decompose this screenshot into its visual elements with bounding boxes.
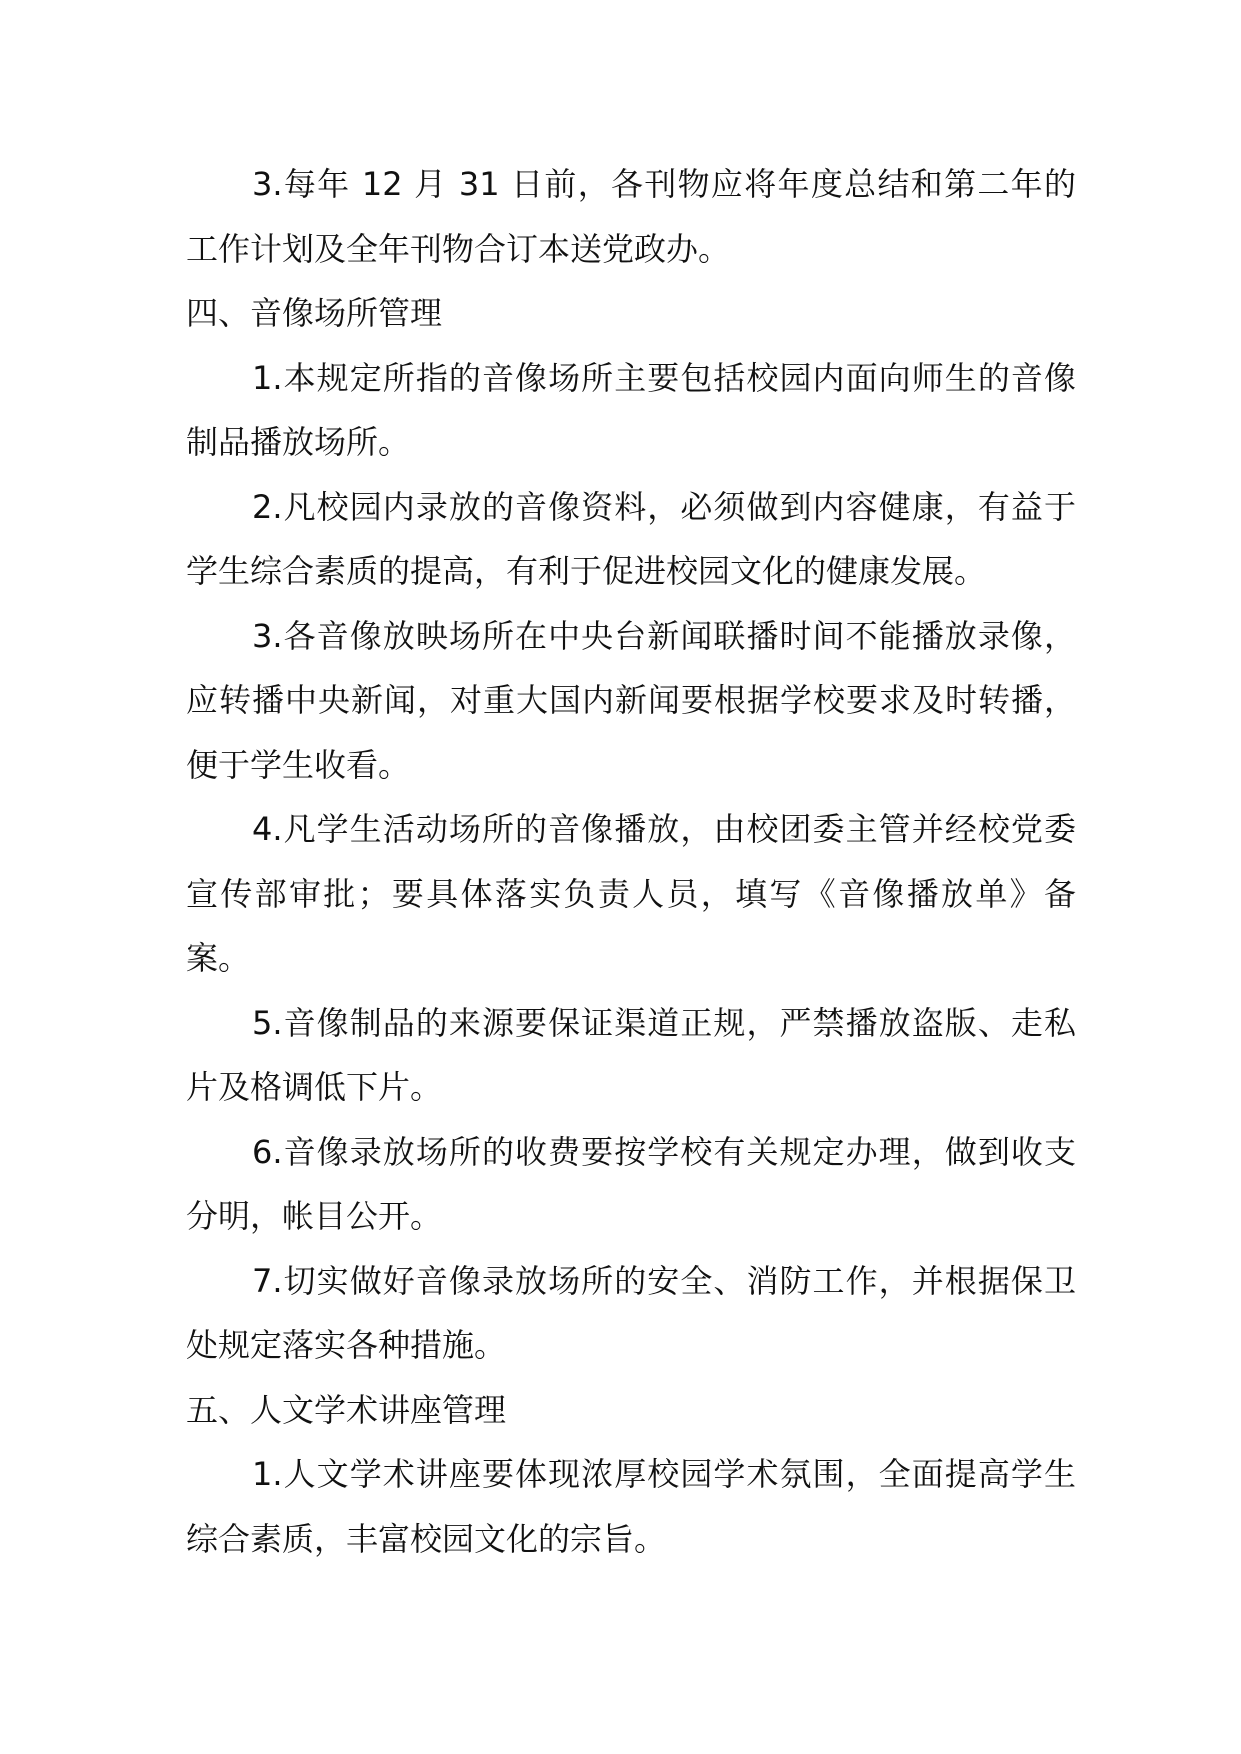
section-heading-av-venues: 四、音像场所管理 (186, 294, 443, 332)
paragraph-1-lecture-purpose: 1.人文学术讲座要体现浓厚校园学术氛围，全面提高学生综合素质，丰富校园文化的宗旨。 (186, 1455, 1076, 1558)
paragraph-2-av-content-health: 2.凡校园内录放的音像资料，必须做到内容健康，有益于学生综合素质的提高，有利于促进校园文化的健康发展。 (186, 487, 1076, 590)
paragraph-4-student-venue-approval: 4.凡学生活动场所的音像播放，由校团委主管并经校党委宣传部审批；要具体落实负责人员，填写《音像播放单》备案。 (186, 810, 1076, 977)
paragraph-6-fees: 6.音像录放场所的收费要按学校有关规定办理，做到收支分明，帐目公开。 (186, 1132, 1076, 1235)
paragraph-7-safety: 7.切实做好音像录放场所的安全、消防工作，并根据保卫处规定落实各种措施。 (186, 1261, 1076, 1364)
paragraph-5-source-legitimacy: 5.音像制品的来源要保证渠道正规，严禁播放盗版、走私片及格调低下片。 (186, 1003, 1076, 1106)
paragraph-1-av-venue-definition: 1.本规定所指的音像场所主要包括校园内面向师生的音像制品播放场所。 (186, 358, 1076, 461)
section-heading-lectures: 五、人文学术讲座管理 (186, 1390, 507, 1429)
paragraph-3-news-broadcast: 3.各音像放映场所在中央台新闻联播时间不能播放录像，应转播中央新闻，对重大国内新闻要根据学校要求及时转播，便于学生收看。 (186, 616, 1076, 784)
document-body (186, 152, 1076, 1571)
paragraph-3-annual-summary: 3.每年 12 月 31 日前，各刊物应将年度总结和第二年的工作计划及全年刊物合订本送党政办。 (186, 165, 1076, 268)
